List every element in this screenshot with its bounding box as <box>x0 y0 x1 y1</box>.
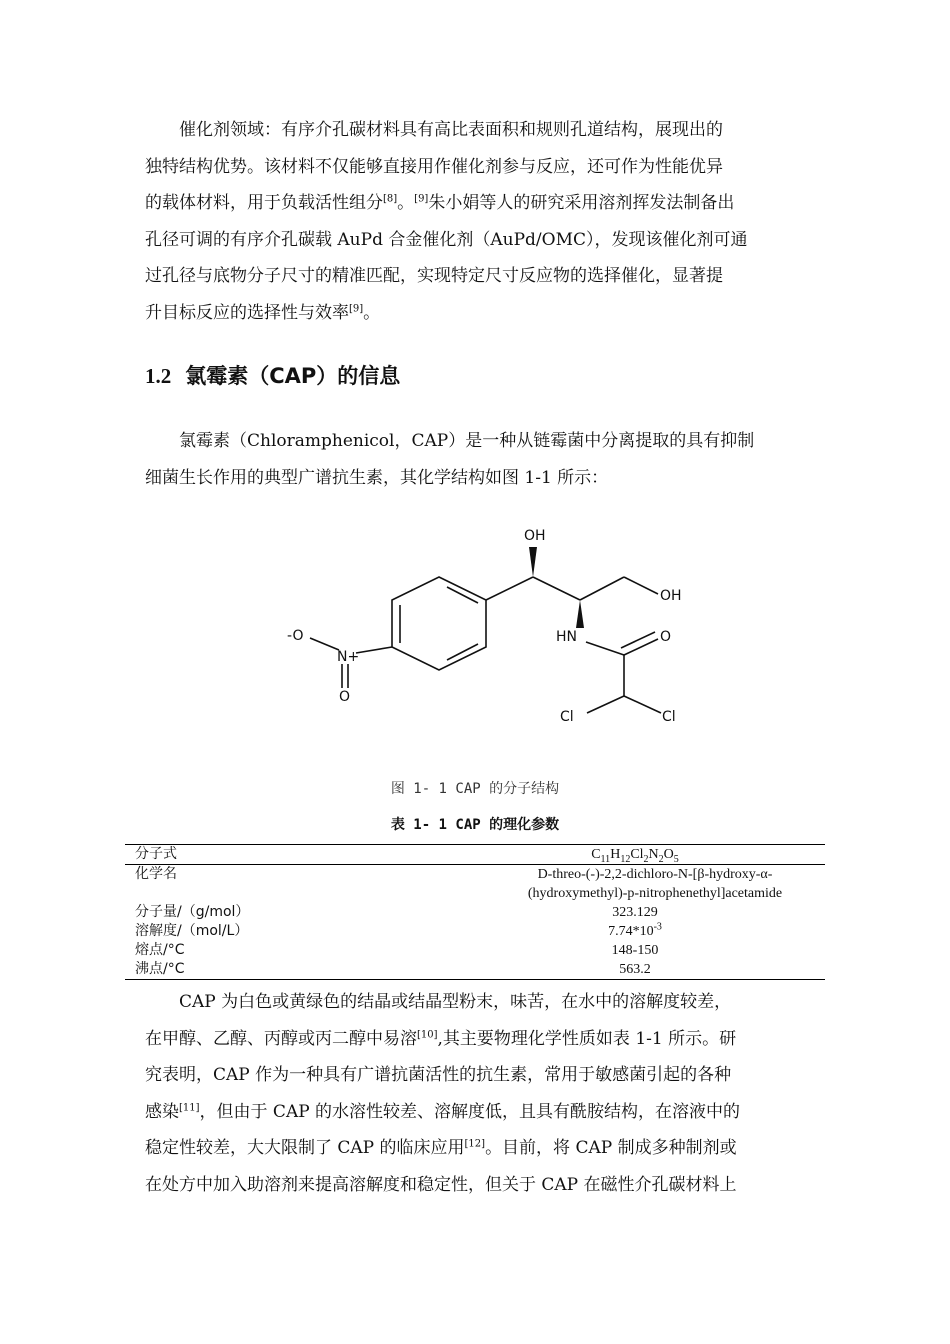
figure-caption: 图 1- 1 CAP 的分子结构 <box>390 781 560 797</box>
text-line: 。目前，将 CAP 制成多种制剂或 <box>485 1138 737 1158</box>
text-line: 独特结构优势。该材料不仅能够直接用作催化剂参与反应，还可作为性能优异 <box>145 156 723 177</box>
atom-o-carbonyl: O <box>660 629 672 645</box>
table-row <box>125 960 825 980</box>
table-row <box>125 922 825 941</box>
citation-ref[interactable]: [9] <box>349 302 364 314</box>
table-row <box>125 941 825 960</box>
text-line: CAP 为白色或黄绿色的结晶或结晶型粉末，味苦，在水中的溶解度较差， <box>179 992 732 1012</box>
text-line: 在处方中加入助溶剂来提高溶解度和稳定性，但关于 CAP 在磁性介孔碳材料上 <box>145 1174 737 1195</box>
table-caption: 表 1- 1 CAP 的理化参数 <box>390 817 560 833</box>
atom-oh-top: OH <box>524 528 546 544</box>
text-line: ,其主要物理化学性质如表 1-1 所示。研 <box>437 1028 737 1049</box>
table-cell-value: 148-150 <box>611 943 659 958</box>
text-line: 的载体材料，用于负载活性组分 <box>145 193 383 213</box>
stereo-wedges <box>529 547 584 628</box>
atom-n-plus: N+ <box>337 649 360 665</box>
table-cell-label: 熔点/°C <box>135 942 185 958</box>
atom-o-nitro: O <box>339 689 351 705</box>
table-cell-label: 分子量/（g/mol） <box>135 904 250 920</box>
citation-ref[interactable]: [12] <box>464 1138 486 1150</box>
atom-hn: HN <box>556 629 577 645</box>
citation-ref[interactable]: [11] <box>179 1101 200 1113</box>
atom-o-minus: -O <box>287 628 304 644</box>
citation-ref[interactable]: [9] <box>414 193 429 205</box>
table-cell-value: $7.74*10^{-3}$ <box>608 921 662 939</box>
table-cell-value: D-threo-(-)-2,2-dichloro-N-[β-hydroxy-α-(hydroxymethyl)-p-nitrophenethyl]acetamide <box>527 867 783 901</box>
cap-properties-paragraph <box>145 984 807 1203</box>
citation-ref[interactable]: [8] <box>383 193 398 205</box>
text-line: 催化剂领域：有序介孔碳材料具有高比表面积和规则孔道结构，展现出的 <box>179 120 723 140</box>
cap-properties-table <box>125 844 825 980</box>
atom-labels <box>287 528 682 725</box>
citation-ref[interactable]: [10] <box>417 1028 438 1040</box>
text-line: ，但由于 CAP 的水溶性较差、溶解度低，且具有酰胺结构，在溶液中的 <box>199 1101 741 1122</box>
cap-molecular-structure <box>270 520 710 740</box>
table-cell-value: 323.129 <box>612 905 658 920</box>
text-line: 在甲醇、乙醇、丙醇或丙二醇中易溶 <box>145 1028 417 1049</box>
structure-bonds <box>310 577 661 713</box>
text-line: 。 <box>397 193 415 213</box>
section-title: 氯霉素（CAP）的信息 <box>185 364 401 388</box>
atom-cl-right: Cl <box>662 709 676 725</box>
text-line: 氯霉素（Chloramphenicol，CAP）是一种从链霉菌中分离提取的具有抑制 <box>179 431 755 451</box>
text-line: 感染 <box>145 1101 179 1122</box>
text-line: 过孔径与底物分子尺寸的精准匹配，实现特定尺寸反应物的选择催化，显著提 <box>145 266 723 286</box>
table-cell-label: 沸点/°C <box>125 960 445 980</box>
text-line: 稳定性较差，大大限制了 CAP 的临床应用 <box>145 1138 465 1158</box>
catalyst-paragraph <box>145 112 807 331</box>
text-line: 升目标反应的选择性与效率 <box>145 302 349 323</box>
table-row <box>125 903 825 922</box>
table-row <box>125 845 825 865</box>
text-line: 孔径可调的有序介孔碳载 AuPd 合金催化剂（AuPd/OMC），发现该催化剂可通 <box>145 229 748 250</box>
section-number: 1.2 <box>145 364 172 388</box>
table-cell-value: 563.2 <box>445 960 825 980</box>
atom-oh-right: OH <box>660 588 682 604</box>
table-cell-formula: $C_{11}H_{12}Cl_2N_2O_5$ <box>445 845 825 865</box>
text-line: 细菌生长作用的典型广谱抗生素，其化学结构如图 1-1 所示： <box>145 467 609 488</box>
table-row <box>125 865 825 904</box>
cap-intro-paragraph <box>145 423 807 496</box>
table-cell-label: 化学名 <box>135 866 177 882</box>
text-line: 朱小娟等人的研究采用溶剂挥发法制备出 <box>428 193 735 213</box>
text-line: 究表明，CAP 作为一种具有广谱抗菌活性的抗生素，常用于敏感菌引起的各种 <box>145 1065 732 1085</box>
table-cell-label: 溶解度/（mol/L） <box>135 923 249 939</box>
table-cell-label: 分子式 <box>125 845 445 865</box>
text-line: 。 <box>363 302 381 323</box>
atom-cl-left: Cl <box>560 709 574 725</box>
section-heading <box>145 360 400 390</box>
